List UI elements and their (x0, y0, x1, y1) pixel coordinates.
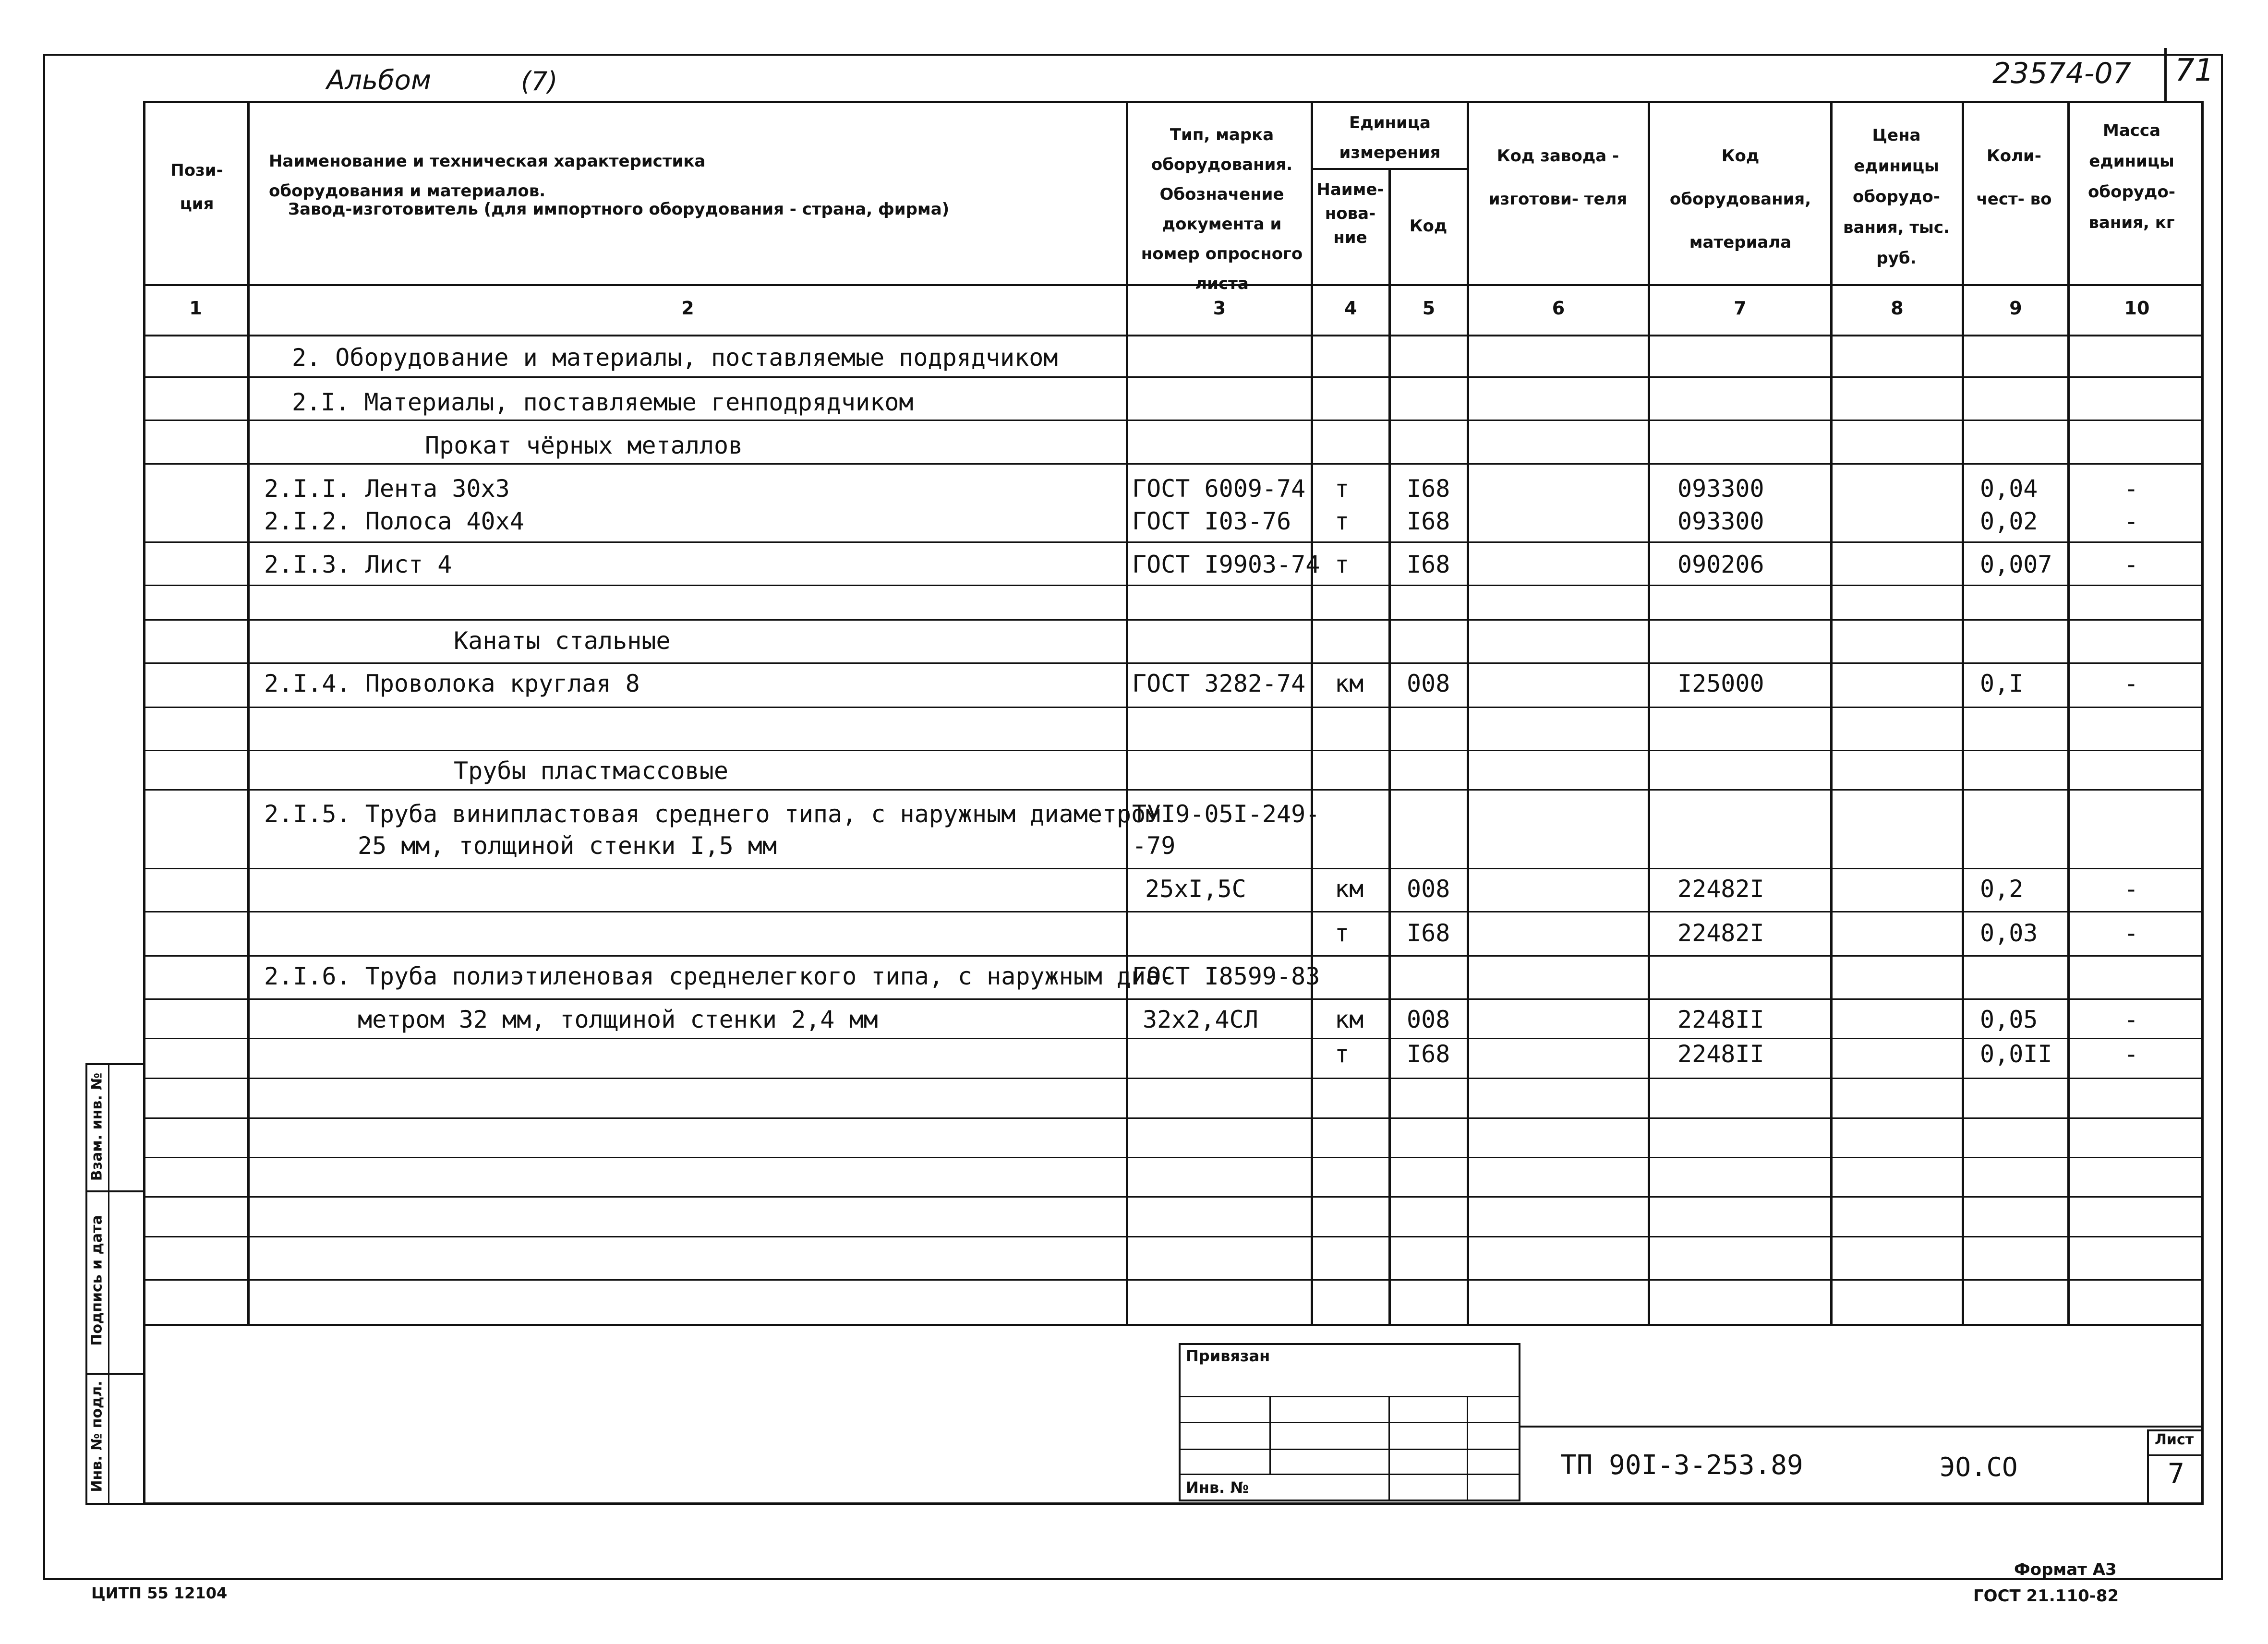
row-unit-code: I68 (1407, 475, 1450, 503)
row-line (143, 1279, 2204, 1281)
corner-divider (2164, 48, 2167, 102)
col5-header: Код (1409, 216, 1448, 236)
row-unit: км (1335, 1006, 1364, 1033)
privyazan-line (1179, 1422, 1520, 1423)
row-line (143, 750, 2204, 751)
row-line (143, 585, 2204, 586)
footer-format: Формат А3 (2014, 1560, 2117, 1579)
row-qty: 0,03 (1980, 919, 2038, 947)
row-type: ГОСТ I9903-74 (1132, 551, 1320, 578)
row-qty: 0,2 (1980, 875, 2024, 903)
row-mass: - (2124, 551, 2139, 578)
privyazan-label: Привязан (1186, 1347, 1270, 1365)
col-number: 8 (1891, 298, 1904, 319)
row-mass: - (2124, 875, 2139, 903)
row-code: 22482I (1677, 875, 1764, 903)
col10-header: Масса единицы оборудо- вания, кг (2088, 121, 2175, 232)
row-line (143, 1038, 2204, 1039)
col2-header-line2: Завод-изготовитель (для импортного оборудования - страна, фирма) (288, 200, 950, 219)
row-line (143, 662, 2204, 664)
table-bottom-line (143, 1324, 2204, 1326)
row-line (143, 420, 2204, 421)
privyazan-line (1179, 1449, 1520, 1450)
footer-gost: ГОСТ 21.110-82 (1973, 1586, 2119, 1606)
row-type: ТУI9-05I-249- (1132, 800, 1320, 828)
row-name: 2.I.5. Труба винипластовая среднего типа, с наружным диаметром (264, 800, 1160, 828)
row-type: ГОСТ I03-76 (1132, 507, 1291, 535)
row-code: 093300 (1677, 475, 1764, 503)
col3-header: Тип, марка оборудования. Обозначение документа и номер опросного листа (1141, 125, 1303, 293)
row-qty: 0,04 (1980, 475, 2038, 503)
row-qty: 0,05 (1980, 1006, 2038, 1033)
side-podpis: Подпись и дата (88, 1215, 106, 1346)
row-mass: - (2124, 507, 2139, 535)
privyazan-line (1179, 1474, 1520, 1475)
col7-header: Код оборудования, материала (1669, 146, 1811, 252)
row-type: ГОСТ I8599-83 (1132, 962, 1320, 990)
row-line (143, 868, 2204, 869)
row-type: -79 (1132, 832, 1176, 860)
col-number: 9 (2009, 298, 2022, 319)
col-number: 2 (681, 298, 694, 319)
row-name: 2.I. Материалы, поставляемые генподрядчиком (292, 388, 914, 416)
sheet-label: Лист (2155, 1431, 2194, 1448)
col-number: 3 (1213, 298, 1226, 319)
row-qty: 0,0II (1980, 1040, 2052, 1068)
row-unit-code: I68 (1407, 551, 1450, 578)
row-name: 2.I.4. Проволока круглая 8 (264, 670, 640, 697)
side-vzam: Взам. инв. № (88, 1072, 106, 1181)
row-line (143, 1078, 2204, 1079)
row-mass: - (2124, 475, 2139, 503)
row-unit-code: I68 (1407, 919, 1450, 947)
album-label: Альбом (326, 65, 432, 96)
row-line (143, 376, 2204, 378)
sheet-number: 7 (2168, 1457, 2184, 1490)
row-mass: - (2124, 670, 2139, 697)
row-name: 2.I.2. Полоса 40х4 (264, 507, 524, 535)
row-qty: 0,02 (1980, 507, 2038, 535)
row-line (143, 1196, 2204, 1198)
row-name: 2.I.3. Лист 4 (264, 551, 452, 578)
row-code: 2248II (1677, 1040, 1764, 1068)
table-header-line (1311, 168, 1467, 170)
col-number: 7 (1734, 298, 1747, 319)
doc-number: ТП 90I-3-253.89 (1560, 1450, 1803, 1481)
row-unit: т (1335, 475, 1350, 503)
row-name: 2.I.6. Труба полиэтиленовая среднелегкого типа, с наружным диа- (264, 962, 1175, 990)
row-name: 25 мм, толщиной стенки I,5 мм (358, 832, 777, 860)
col-number: 5 (1422, 298, 1436, 319)
row-line (143, 1236, 2204, 1237)
row-name: 2. Оборудование и материалы, поставляемые подрядчиком (292, 344, 1058, 372)
table-header-line (143, 335, 2204, 336)
row-code: 093300 (1677, 507, 1764, 535)
row-code: 2248II (1677, 1006, 1764, 1033)
col4-header: Наиме- нова- ние (1316, 180, 1384, 247)
row-type: ГОСТ 6009-74 (1132, 475, 1306, 503)
col-number: 1 (189, 298, 202, 319)
privyazan-line (1388, 1396, 1390, 1501)
row-name: метром 32 мм, толщиной стенки 2,4 мм (358, 1006, 878, 1033)
col45-header: Единица измерения (1339, 113, 1441, 162)
table-col-line (1388, 168, 1391, 1325)
row-unit-code: 008 (1407, 875, 1450, 903)
row-unit: т (1335, 919, 1350, 947)
col8-header: Цена единицы оборудо- вания, тыс. руб. (1843, 126, 1950, 268)
album-number: (7) (521, 66, 558, 96)
document-code: 23574-07 (1992, 57, 2131, 90)
col-number: 6 (1552, 298, 1565, 319)
side-stamp-line (108, 1063, 109, 1505)
privyazan-line (1179, 1396, 1520, 1397)
row-type: ГОСТ 3282-74 (1132, 670, 1306, 697)
row-line (143, 1117, 2204, 1119)
col2-header-line1: Наименование и техническая характеристика оборудования и материалов. (269, 152, 706, 201)
footer-left: ЦИТП 55 12104 (91, 1584, 228, 1602)
col9-header: Коли- чест- во (1976, 146, 2052, 209)
privyazan-line (1467, 1396, 1468, 1501)
row-name: 2.I.I. Лента 30х3 (264, 475, 510, 503)
row-line (143, 463, 2204, 465)
row-mass: - (2124, 1006, 2139, 1033)
col-number: 4 (1344, 298, 1357, 319)
row-unit: т (1335, 507, 1350, 535)
row-unit-code: I68 (1407, 507, 1450, 535)
privyazan-line (1269, 1396, 1271, 1474)
row-unit-code: 008 (1407, 670, 1450, 697)
row-line (143, 541, 2204, 543)
col-number: 10 (2124, 298, 2150, 319)
row-unit-code: 008 (1407, 1006, 1450, 1033)
row-line (143, 707, 2204, 708)
row-line (143, 955, 2204, 957)
row-name: Трубы пластмассовые (454, 757, 728, 785)
row-unit: т (1335, 1040, 1350, 1068)
row-line (143, 789, 2204, 791)
row-unit: км (1335, 670, 1364, 697)
row-name: Канаты стальные (454, 627, 671, 655)
col1-header: Пози- ция (170, 161, 223, 214)
row-unit: км (1335, 875, 1364, 903)
row-name: Прокат чёрных металлов (425, 432, 743, 459)
inv-no-label: Инв. № (1186, 1478, 1249, 1497)
side-inv: Инв. № подл. (88, 1380, 106, 1492)
row-type: 25хI,5С (1145, 875, 1246, 903)
row-line (143, 619, 2204, 621)
row-type: 32х2,4СЛ (1143, 1006, 1258, 1033)
row-unit: т (1335, 551, 1350, 578)
row-code: 090206 (1677, 551, 1764, 578)
row-mass: - (2124, 1040, 2139, 1068)
row-line (143, 998, 2204, 1000)
corner-number: 71 (2175, 53, 2214, 88)
row-mass: - (2124, 919, 2139, 947)
row-line (143, 1157, 2204, 1158)
row-code: 22482I (1677, 919, 1764, 947)
row-unit-code: I68 (1407, 1040, 1450, 1068)
row-qty: 0,007 (1980, 551, 2052, 578)
col6-header: Код завода - изготови- теля (1488, 146, 1628, 209)
sheet-box-line (2147, 1454, 2204, 1456)
row-qty: 0,I (1980, 670, 2024, 697)
title-block-top (1520, 1426, 2204, 1428)
row-line (143, 911, 2204, 912)
row-code: I25000 (1677, 670, 1764, 697)
section-code: ЭО.СО (1940, 1452, 2018, 1482)
